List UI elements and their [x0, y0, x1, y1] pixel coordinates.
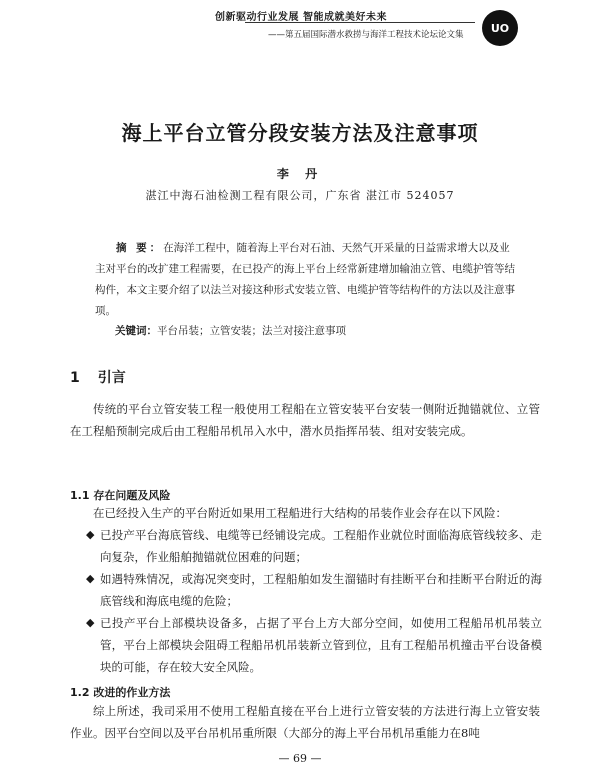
subsection-heading-method: 1.2 改进的作业方法 — [70, 686, 171, 699]
header-rule — [245, 22, 475, 23]
section-number: 1 — [70, 370, 80, 386]
list-item-text: 已投产平台上部模块设备多，占据了平台上方大部分空间，如使用工程船吊机吊装立管，平台上部模块会阻碍工程船吊机吊装新立管到位，且有工程船吊机撞击平台设备模块的可能，存在较大安全风险。 — [100, 616, 542, 674]
page-number: — 69 — — [278, 752, 322, 765]
paper-title: 海上平台立管分段安装方法及注意事项 — [121, 121, 479, 145]
conference-logo: UO — [482, 10, 518, 46]
bullet-diamond-icon: ◆ — [86, 572, 95, 585]
keywords-text: 平台吊装；立管安装；法兰对接注意事项 — [157, 325, 346, 337]
author-affiliation: 湛江中海石油检测工程有限公司，广东省 湛江市 524057 — [145, 189, 455, 202]
risk-list — [72, 524, 542, 678]
introduction-paragraph: 传统的平台立管安装工程一般使用工程船在立管安装平台安装一侧附近抛锚就位、立管在工程船预制完成后由工程船吊机吊入水中，潜水员指挥吊装、组对安装完成。 — [70, 402, 540, 438]
list-item — [72, 612, 542, 678]
list-item — [72, 524, 542, 568]
abstract-label: 摘 要： — [116, 242, 164, 254]
author-name: 李 丹 — [276, 167, 324, 181]
list-item — [72, 568, 542, 612]
keywords — [115, 323, 346, 338]
abstract — [95, 238, 515, 322]
risks-intro-paragraph: 在已经投入生产的平台附近如果用工程船进行大结构的吊装作业会存在以下风险： — [93, 506, 507, 520]
list-item-text: 已投产平台海底管线、电缆等已经铺设完成。工程船作业就位时面临海底管线较多、走向复杂，作业船舶抛锚就位困难的问题； — [100, 528, 542, 564]
method-paragraph: 综上所述，我司采用不使用工程船直接在平台上进行立管安装的方法进行海上立管安装作业。因平台空间以及平台吊机吊重所限（大部分的海上平台吊机吊重能力在8吨 — [70, 704, 540, 740]
running-header-proceedings: ——第五届国际潜水救捞与海洋工程技术论坛论文集 — [268, 30, 464, 40]
list-item-text: 如遇特殊情况，或海况突变时，工程船舶如发生溜锚时有挂断平台和挂断平台附近的海底管线和海底电缆的危险； — [100, 572, 542, 608]
subsection-heading-risks: 1.1 存在问题及风险 — [70, 489, 171, 502]
section-title: 引言 — [97, 370, 126, 386]
running-header-slogan: 创新驱动行业发展 智能成就美好未来 — [215, 12, 387, 23]
bullet-diamond-icon: ◆ — [86, 616, 95, 629]
keywords-label: 关键词： — [115, 325, 157, 337]
abstract-text: 在海洋工程中，随着海上平台对石油、天然气开采量的日益需求增大以及业主对平台的改扩建工程需要，在已投产的海上平台上经常新建增加输油立管、电缆护管等结构件，本文主要介绍了以法兰对接这种形式安装立管、电缆护管等结构件的方法以及注意事项。 — [95, 242, 515, 317]
section-heading-introduction — [70, 367, 126, 387]
bullet-diamond-icon: ◆ — [86, 528, 95, 541]
